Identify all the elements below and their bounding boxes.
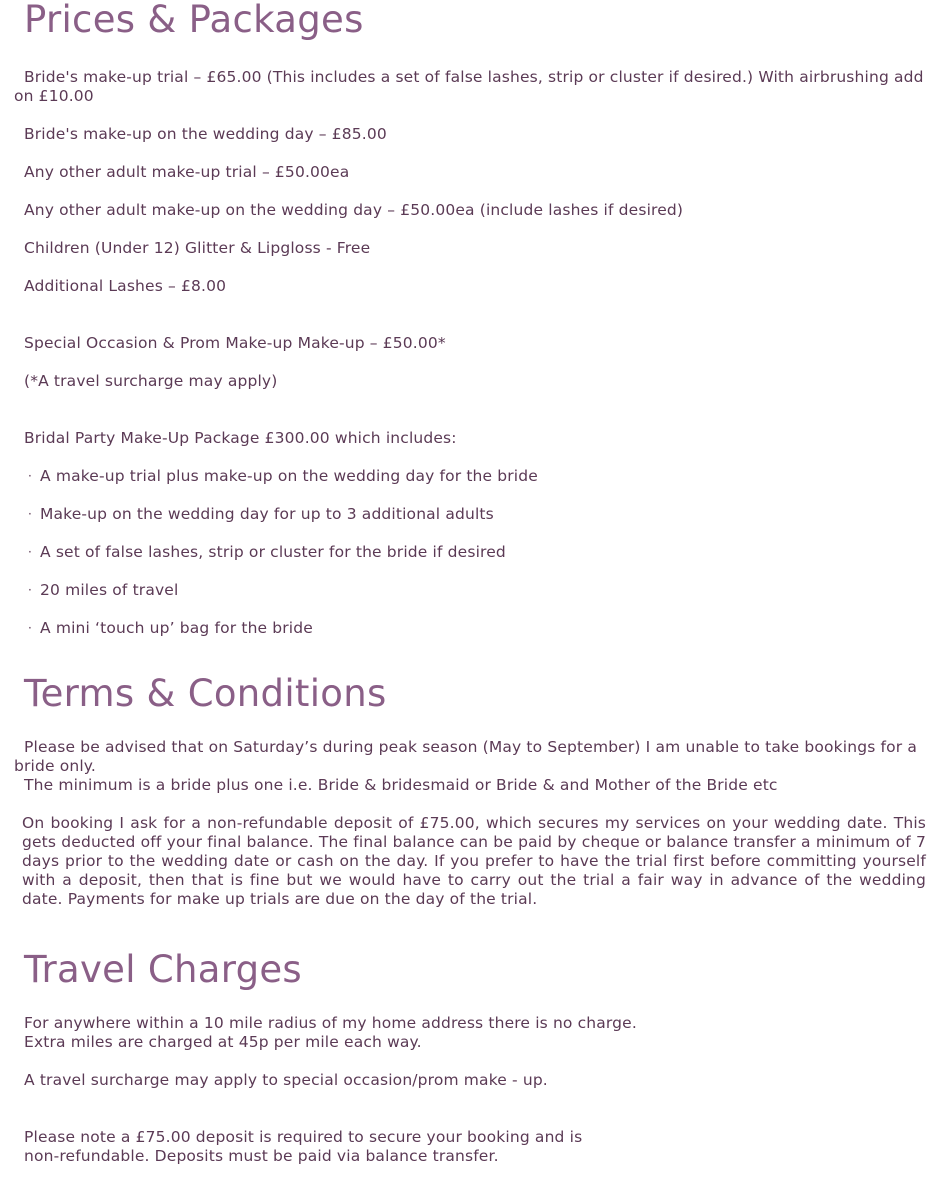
- travel-heading: Travel Charges: [24, 948, 302, 991]
- package-item-text: A set of false lashes, strip or cluster for the bride if desired: [40, 543, 506, 561]
- travel-surcharge-prom-note: A travel surcharge may apply to special occasion/prom make - up.: [24, 1071, 548, 1089]
- terms-heading: Terms & Conditions: [24, 672, 387, 715]
- price-item-adult-trial: Any other adult make-up trial – £50.00ea: [24, 163, 350, 181]
- list-item: [28, 619, 313, 638]
- package-item-text: Make-up on the wedding day for up to 3 additional adults: [40, 505, 494, 523]
- price-item-lashes: Additional Lashes – £8.00: [24, 277, 227, 295]
- travel-surcharge-note: (*A travel surcharge may apply): [24, 372, 278, 390]
- terms-deposit-paragraph: On booking I ask for a non-refundable deposit of £75.00, which secures my services on your wedding date. This gets deducted off your final balance. The final balance can be paid by cheque or balance transfer a minimum of 7 days prior to the wedding date or cash on the day. If you prefer to have the trial first before committing yourself with a deposit, then that is fine but we would have to carry out the trial a fair way in advance of the wedding date. Payments for make up trials are due on the day of the trial.: [22, 814, 926, 908]
- package-item-text: A make-up trial plus make-up on the wedding day for the bride: [40, 467, 538, 485]
- bullet-icon: ·: [28, 507, 32, 521]
- list-item: [28, 581, 178, 600]
- list-item: [28, 505, 494, 524]
- terms-minimum-note: The minimum is a bride plus one i.e. Bride & bridesmaid or Bride & and Mother of the Bride etc: [24, 776, 778, 794]
- package-intro: Bridal Party Make-Up Package £300.00 which includes:: [24, 429, 457, 447]
- list-item: [28, 543, 506, 562]
- list-item: [28, 467, 538, 486]
- bullet-icon: ·: [28, 545, 32, 559]
- price-item-adult-wedding: Any other adult make-up on the wedding day – £50.00ea (include lashes if desired): [24, 201, 684, 219]
- price-item-children: Children (Under 12) Glitter & Lipgloss - Free: [24, 239, 371, 257]
- package-item-text: A mini ‘touch up’ bag for the bride: [40, 619, 313, 637]
- price-item-bride-wedding: Bride's make-up on the wedding day – £85.00: [24, 125, 387, 143]
- bullet-icon: ·: [28, 583, 32, 597]
- terms-saturday-note: Please be advised that on Saturday’s during peak season (May to September) I am unable to take bookings for a bride only.: [14, 738, 917, 775]
- prices-heading: Prices & Packages: [24, 0, 364, 41]
- travel-extra-miles-note: Extra miles are charged at 45p per mile each way.: [24, 1033, 422, 1051]
- travel-radius-note: For anywhere within a 10 mile radius of my home address there is no charge.: [24, 1014, 637, 1032]
- package-item-text: 20 miles of travel: [40, 581, 179, 599]
- price-item-bride-trial: Bride's make-up trial – £65.00 (This includes a set of false lashes, strip or cluster if desired.) With airbrushing add on £10.00: [14, 68, 924, 105]
- price-item-special-occasion: Special Occasion & Prom Make-up Make-up – £50.00*: [24, 334, 446, 352]
- deposit-note-line-2: non-refundable. Deposits must be paid via balance transfer.: [24, 1147, 499, 1165]
- bullet-icon: ·: [28, 469, 32, 483]
- bullet-icon: ·: [28, 621, 32, 635]
- deposit-note-line-1: Please note a £75.00 deposit is required to secure your booking and is: [24, 1128, 583, 1146]
